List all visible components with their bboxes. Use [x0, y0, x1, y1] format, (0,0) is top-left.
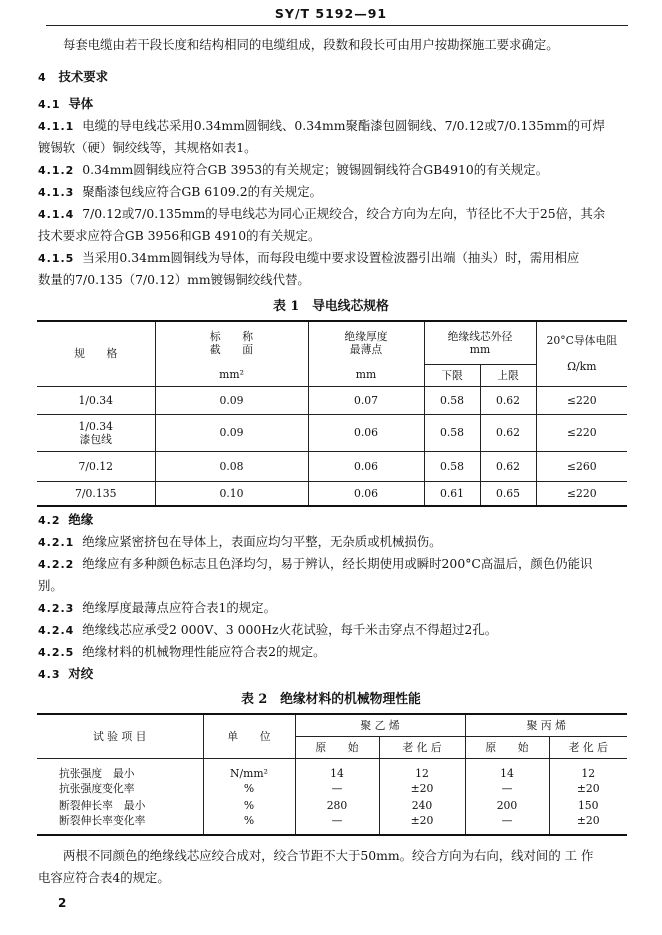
clause-4-1-2	[38, 162, 548, 179]
table-1-conductor-spec	[37, 320, 627, 507]
table-row	[37, 758, 627, 780]
standard-number-header: SY/T 5192—91	[274, 6, 388, 21]
cell-pe-original: 14	[295, 758, 379, 780]
cell-item: 抗张强度 最小	[37, 758, 203, 780]
cell-pp-aged: ±20	[549, 780, 627, 797]
cell-item: 断裂伸长率变化率	[37, 814, 203, 835]
header-od-upper: 上限	[480, 364, 536, 386]
cell-unit: %	[203, 780, 295, 797]
section-number: 4.1	[38, 98, 61, 111]
clause-text: 绝缘材料的机械物理性能应符合表2的规定。	[82, 644, 326, 659]
clause-4-2-2-line2: 别。	[38, 578, 63, 593]
cell-area: 0.09	[155, 414, 308, 451]
cell-pp-aged: ±20	[549, 814, 627, 835]
cell-pe-original: —	[295, 780, 379, 797]
clause-text: 电缆的导电线芯采用0.34mm圆铜线、0.34mm聚酯漆包圆铜线、7/0.12或7/0.135mm的可焊	[82, 118, 605, 133]
cell-area: 0.08	[155, 451, 308, 481]
cell-resistance: ≤220	[536, 481, 627, 506]
clause-4-1-3	[38, 184, 322, 201]
clause-4-3-line1: 两根不同颜色的绝缘线芯应绞合成对，绞合节距不大于50mm。绞合方向为右向，线对间的 工 作	[63, 848, 594, 863]
cell-pe-aged: 12	[379, 758, 465, 780]
table-1-caption: 表 1 导电线芯规格	[273, 299, 389, 314]
table-row	[37, 797, 627, 814]
clause-number: 4.1.2	[38, 164, 75, 177]
cell-thickness: 0.06	[308, 414, 424, 451]
clause-4-1-1-line1	[38, 118, 605, 135]
header-pe-aged: 老 化 后	[379, 736, 465, 758]
clause-number: 4.2.4	[38, 624, 75, 637]
cell-unit: N/mm²	[203, 758, 295, 780]
clause-4-2-4	[38, 622, 497, 639]
section-title: 绝缘	[68, 512, 94, 527]
clause-text: 绝缘线芯应承受2 000V、3 000Hz火花试验，每千米击穿点不得超过2孔。	[82, 622, 498, 637]
clause-number: 4.2.5	[38, 646, 75, 659]
cell-resistance: ≤220	[536, 386, 627, 414]
header-resistance	[536, 321, 627, 386]
header-pp-aged: 老 化 后	[549, 736, 627, 758]
clause-4-3-line2: 电容应符合表4的规定。	[38, 870, 170, 885]
header-thickness	[308, 321, 424, 364]
table-row	[37, 451, 627, 481]
clause-number: 4.1.3	[38, 186, 75, 199]
cell-od-upper: 0.62	[480, 386, 536, 414]
cell-area: 0.09	[155, 386, 308, 414]
section-title: 导体	[68, 96, 94, 111]
table-row	[37, 481, 627, 506]
cell-pe-original: 280	[295, 797, 379, 814]
cell-pe-aged: ±20	[379, 780, 465, 797]
cell-od-lower: 0.61	[424, 481, 480, 506]
table-row	[37, 414, 627, 451]
header-thickness-line1: 绝缘厚度	[344, 330, 388, 343]
cell-pp-original: 14	[465, 758, 549, 780]
cell-pe-aged: 240	[379, 797, 465, 814]
cell-spec: 7/0.12	[37, 451, 155, 481]
cell-resistance: ≤260	[536, 451, 627, 481]
header-resistance-unit: Ω/km	[567, 360, 597, 374]
clause-text: 绝缘应紧密挤包在导体上，表面应均匀平整，无杂质或机械损伤。	[82, 534, 442, 549]
cell-thickness: 0.06	[308, 481, 424, 506]
cell-od-lower: 0.58	[424, 451, 480, 481]
clause-number: 4.2.2	[38, 558, 75, 571]
clause-number: 4.2.1	[38, 536, 75, 549]
clause-number: 4.2.3	[38, 602, 75, 615]
clause-4-1-1-line2: 镀锡软（硬）铜绞线等，其规格如表1。	[38, 140, 257, 155]
table-row	[37, 814, 627, 835]
section-number: 4.2	[38, 514, 61, 527]
section-title: 对绞	[68, 666, 94, 681]
header-unit: 单 位	[203, 714, 295, 758]
clause-number: 4.1.4	[38, 208, 75, 221]
cell-item: 断裂伸长率 最小	[37, 797, 203, 814]
clause-text: 7/0.12或7/0.135mm的导电线芯为同心正规绞合，绞合方向为左向，节径比不大于25倍，其余	[82, 206, 606, 221]
header-od-line1: 绝缘线芯外径	[447, 329, 513, 343]
cell-spec: 7/0.135	[37, 481, 155, 506]
clause-4-2-2-line1	[38, 556, 592, 573]
cell-resistance: ≤220	[536, 414, 627, 451]
table-2-caption: 表 2 绝缘材料的机械物理性能	[241, 692, 421, 707]
clause-4-1-5-line1	[38, 250, 579, 267]
cell-pp-original: —	[465, 780, 549, 797]
section-4-3-heading	[38, 666, 93, 683]
clause-text: 绝缘应有多种颜色标志且色泽均匀，易于辨认，经长期使用或瞬时200°C高温后，颜色仍能识	[82, 556, 593, 571]
cell-spec-line1: 1/0.34	[78, 419, 114, 433]
clause-text: 绝缘厚度最薄点应符合表1的规定。	[82, 600, 276, 615]
cell-item: 抗张强度变化率	[37, 780, 203, 797]
cell-pp-original: —	[465, 814, 549, 835]
cell-unit: %	[203, 814, 295, 835]
header-pp-original: 原 始	[465, 736, 549, 758]
section-4-heading	[38, 69, 108, 86]
section-title: 技术要求	[58, 69, 109, 84]
table-2-insulation-properties	[37, 713, 627, 836]
cell-area: 0.10	[155, 481, 308, 506]
cell-pp-aged: 150	[549, 797, 627, 814]
cell-od-upper: 0.65	[480, 481, 536, 506]
cell-pe-original: —	[295, 814, 379, 835]
clause-4-2-5	[38, 644, 326, 661]
cell-od-lower: 0.58	[424, 386, 480, 414]
clause-4-2-1	[38, 534, 442, 551]
header-resistance-line1: 20°C导体电阻	[546, 334, 618, 348]
header-spec: 规 格	[37, 321, 155, 386]
section-number: 4.3	[38, 668, 61, 681]
cell-spec-line2: 漆包线	[79, 432, 112, 446]
section-4-1-heading	[38, 96, 93, 113]
clause-text: 0.34mm圆铜线应符合GB 3953的有关规定；镀锡圆铜线符合GB4910的有关规定。	[82, 162, 549, 177]
header-rule	[46, 25, 628, 26]
intro-paragraph: 每套电缆由若干段长度和结构相同的电缆组成，段数和段长可由用户按勘探施工要求确定。	[63, 37, 559, 52]
clause-4-1-4-line1	[38, 206, 605, 223]
clause-number: 4.1.5	[38, 252, 75, 265]
cell-spec: 1/0.34	[37, 386, 155, 414]
table-row	[37, 780, 627, 797]
header-od-unit: mm	[469, 342, 491, 356]
header-thickness-line2: 最薄点	[349, 343, 383, 356]
clause-text: 当采用0.34mm圆铜线为导体，而每段电缆中要求设置检波器引出端（抽头）时，需用相应	[82, 250, 580, 265]
cell-spec	[37, 414, 155, 451]
cell-pe-aged: ±20	[379, 814, 465, 835]
cell-od-lower: 0.58	[424, 414, 480, 451]
cell-pp-original: 200	[465, 797, 549, 814]
section-number: 4	[38, 71, 47, 84]
header-area-unit: mm²	[155, 364, 308, 386]
clause-4-1-5-line2: 数量的7/0.135（7/0.12）mm镀锡铜绞线代替。	[38, 272, 310, 287]
clause-number: 4.1.1	[38, 120, 75, 133]
header-outer-diameter	[424, 321, 536, 364]
cell-od-upper: 0.62	[480, 451, 536, 481]
cell-thickness: 0.07	[308, 386, 424, 414]
cell-od-upper: 0.62	[480, 414, 536, 451]
header-od-lower: 下限	[424, 364, 480, 386]
clause-text: 聚酯漆包线应符合GB 6109.2的有关规定。	[82, 184, 322, 199]
cell-unit: %	[203, 797, 295, 814]
header-polypropylene: 聚 丙 烯	[465, 714, 627, 736]
cell-thickness: 0.06	[308, 451, 424, 481]
clause-4-2-3	[38, 600, 276, 617]
header-thickness-unit: mm	[308, 364, 424, 386]
header-area-line2: 截 面	[209, 343, 254, 356]
header-area-line1: 标 称	[209, 330, 254, 343]
page-number: 2	[58, 896, 67, 910]
header-polyethylene: 聚 乙 烯	[295, 714, 465, 736]
header-area	[155, 321, 308, 364]
header-pe-original: 原 始	[295, 736, 379, 758]
header-test-item: 试 验 项 目	[37, 714, 203, 758]
section-4-2-heading	[38, 512, 93, 529]
cell-pp-aged: 12	[549, 758, 627, 780]
table-row	[37, 386, 627, 414]
clause-4-1-4-line2: 技术要求应符合GB 3956和GB 4910的有关规定。	[38, 228, 321, 243]
